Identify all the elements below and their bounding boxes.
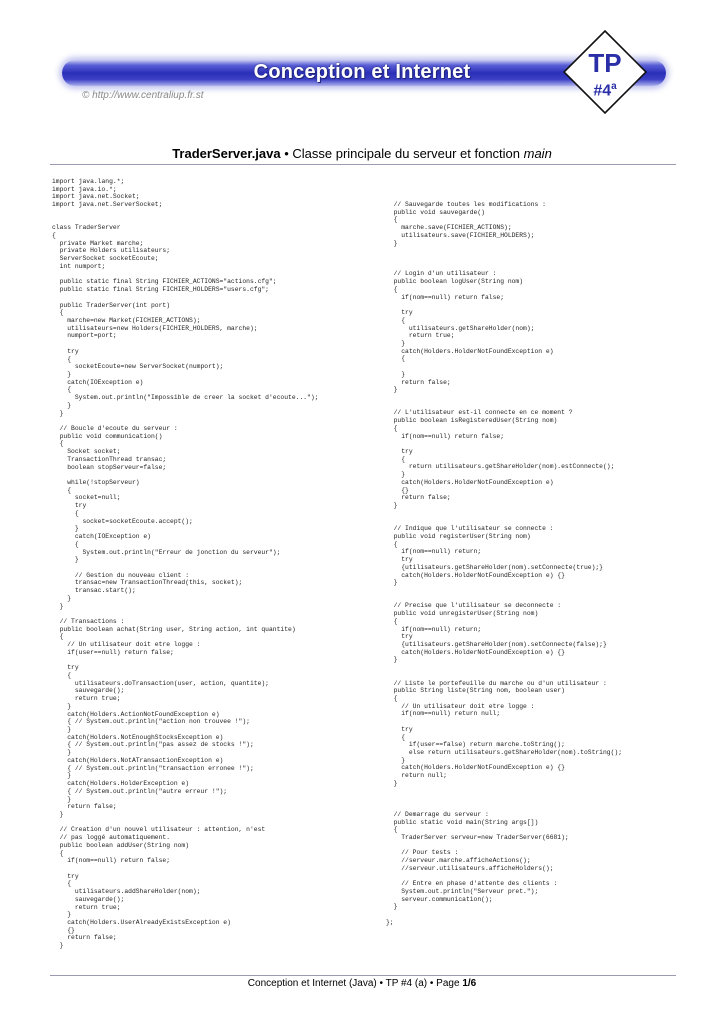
code-line: { xyxy=(52,509,79,517)
code-line: {utilisateurs.getShareHolder(nom).setConnecte(false);} xyxy=(386,640,607,648)
code-line: public void unregisterUser(String nom) xyxy=(386,610,539,618)
footer-page-number: 1/6 xyxy=(462,978,477,989)
code-line: if(nom==null) return false; xyxy=(386,432,505,440)
code-line: { xyxy=(52,672,72,679)
code-line: // Creation d'un nouvel utilisateur : attention, n'est xyxy=(52,826,266,834)
code-line: } xyxy=(386,239,398,247)
code-line: { xyxy=(386,316,406,324)
code-line: // Boucle d'ecoute du serveur : xyxy=(52,425,178,432)
code-line: public static final String FICHIER_ACTIONS="actions.cfg"; xyxy=(52,278,277,286)
code-line: { // System.out.println("pas assez de stocks !"); xyxy=(52,741,254,749)
code-line: utilisateurs.getShareHolder(nom); xyxy=(386,324,535,332)
code-line: { xyxy=(52,309,64,317)
code-line: catch(Holders.ActionNotFoundException e) xyxy=(52,710,220,718)
code-line: return false; xyxy=(52,803,117,811)
code-line: System.out.println("Erreur de jonction du serveur"); xyxy=(52,548,281,556)
code-line: sauvegarde(); xyxy=(52,687,125,695)
code-line: { xyxy=(386,355,406,363)
code-line: import java.lang.*; xyxy=(52,178,125,185)
code-line: { xyxy=(52,486,72,494)
code-line: // Demarrage du serveur : xyxy=(386,810,489,818)
code-line: System.out.println("Impossible de creer la socket d'ecoute..."); xyxy=(52,394,319,402)
code-line: { xyxy=(386,617,398,625)
code-line: } xyxy=(52,810,64,818)
banner-title: Conception et Internet xyxy=(253,61,471,83)
code-line: { xyxy=(386,695,398,702)
code-line: { xyxy=(386,733,406,741)
code-line: catch(Holders.HolderNotFoundException e) {} xyxy=(386,571,565,579)
code-line: try xyxy=(52,347,79,355)
code-line: } xyxy=(52,795,72,803)
code-line: serveur.communication(); xyxy=(386,895,493,903)
code-line: private Holders utilisateurs; xyxy=(52,247,171,255)
code-line: { xyxy=(386,455,406,463)
code-line: catch(Holders.HolderNotFoundException e) {} xyxy=(386,764,565,772)
code-line: }; xyxy=(386,918,394,926)
code-line: socketEcoute=new ServerSocket(numport); xyxy=(52,363,224,371)
code-line: TransactionThread transac; xyxy=(52,455,167,463)
code-line: class TraderServer xyxy=(52,224,121,232)
code-line: marche.save(FICHIER_ACTIONS); xyxy=(386,224,512,232)
code-line: utilisateurs.doTransaction(user, action, quantite); xyxy=(52,679,269,687)
code-line: // Un utilisateur doit etre logge : xyxy=(386,702,535,710)
code-line: socket=socketEcoute.accept(); xyxy=(52,517,193,525)
code-line: utilisateurs.save(FICHIER_HOLDERS); xyxy=(386,231,535,239)
code-line: // Login d'un utilisateur : xyxy=(386,270,497,278)
code-line: catch(Holders.HolderNotFoundException e) {} xyxy=(386,648,565,656)
code-line: { xyxy=(52,540,79,548)
code-line: catch(Holders.HolderNotFoundException e) xyxy=(386,478,554,486)
code-line: { xyxy=(52,386,72,394)
code-line: numport=port; xyxy=(52,332,117,340)
code-line: } xyxy=(52,749,72,757)
code-line: try xyxy=(52,872,79,880)
code-line: try xyxy=(386,725,413,733)
code-line: return utilisateurs.getShareHolder(nom).estConnecte(); xyxy=(386,463,615,471)
code-line: } xyxy=(386,779,398,787)
code-line: public boolean isRegisteredUser(String nom) xyxy=(386,417,558,425)
code-line: public TraderServer(int port) xyxy=(52,301,171,309)
code-line: socket=null; xyxy=(52,494,121,502)
code-line: if(nom==null) return false; xyxy=(52,857,171,865)
code-line: { // System.out.println("autre erreur !"); xyxy=(52,787,228,795)
code-line: import java.net.ServerSocket; xyxy=(52,201,163,209)
code-line: catch(Holders.HolderNotFoundException e) xyxy=(386,347,554,355)
footer-divider xyxy=(50,975,676,976)
code-line: if(nom==null) return; xyxy=(386,548,482,556)
code-line: sauvegarde(); xyxy=(52,895,125,903)
code-line: } xyxy=(386,471,406,479)
footer-text: Conception et Internet (Java) • TP #4 (a) • Page xyxy=(247,978,463,989)
code-line: } xyxy=(52,525,79,533)
code-line: } xyxy=(52,556,79,564)
code-line: import java.net.Socket; xyxy=(52,193,140,201)
code-line: } xyxy=(52,602,64,610)
code-line: public void registerUser(String nom) xyxy=(386,532,531,540)
code-line: { xyxy=(386,216,398,224)
tp-number xyxy=(563,78,647,100)
code-line: } xyxy=(386,370,406,378)
title-main-word: main xyxy=(523,146,552,161)
code-line: { xyxy=(386,424,398,432)
title-separator: • xyxy=(280,146,293,161)
code-line: return null; xyxy=(386,772,447,780)
code-line: if(nom==null) return; xyxy=(386,625,482,633)
code-line: System.out.println("Serveur pret."); xyxy=(386,887,539,895)
code-line: marche=new Market(FICHIER_ACTIONS); xyxy=(52,316,201,324)
code-line: // Transactions : xyxy=(52,617,125,625)
code-line: catch(Holders.NotATransactionException e) xyxy=(52,756,224,764)
code-line: //serveur.utilisateurs.afficheHolders(); xyxy=(386,864,554,872)
code-line: // Gestion du nouveau client : xyxy=(52,571,190,579)
code-line: transac=new TransactionThread(this, socket); xyxy=(52,579,243,587)
code-line: public boolean achat(String user, String action, int quantite) xyxy=(52,625,296,633)
code-line: } xyxy=(52,911,72,919)
code-line: // Liste le portefeuille du marche ou d'un utilisateur : xyxy=(386,679,607,687)
code-line: // Precise que l'utilisateur se deconnecte : xyxy=(386,602,562,610)
code-line: try xyxy=(386,448,413,455)
code-line: {} xyxy=(52,926,75,934)
code-column-right xyxy=(386,201,622,927)
code-line: utilisateurs.addShareHolder(nom); xyxy=(52,888,201,896)
tp-label: TP xyxy=(588,48,622,78)
code-line: public boolean addUser(String nom) xyxy=(52,841,190,849)
code-line: {utilisateurs.getShareHolder(nom).setConnecte(true);} xyxy=(386,563,603,571)
code-line: // L'utilisateur est-il connecte en ce moment ? xyxy=(386,409,573,417)
code-line: boolean stopServeur=false; xyxy=(52,463,167,471)
code-line: } xyxy=(52,409,64,417)
code-line: try xyxy=(386,556,413,564)
code-line: Socket socket; xyxy=(52,448,121,456)
code-line: import java.io.*; xyxy=(52,185,117,193)
code-line: catch(Holders.HolderException e) xyxy=(52,780,190,788)
code-line: // Entre en phase d'attente des clients : xyxy=(386,880,558,888)
code-line: } xyxy=(386,339,406,347)
code-line: else return utilisateurs.getShareHolder(nom).toString(); xyxy=(386,749,623,757)
code-column-left xyxy=(52,178,318,950)
code-line: return true; xyxy=(386,332,455,340)
code-line: } xyxy=(52,401,72,409)
code-line: public static void main(String args[]) xyxy=(386,818,539,826)
code-line: catch(Holders.NotEnoughStocksException e) xyxy=(52,733,224,741)
code-line: { // System.out.println("action non trouvee !"); xyxy=(52,718,250,726)
code-line: //serveur.marche.afficheActions(); xyxy=(386,857,531,865)
code-line: return true; xyxy=(52,903,121,911)
code-line: try xyxy=(52,502,87,510)
code-line: ServerSocket socketEcoute; xyxy=(52,255,159,263)
code-line: { xyxy=(386,285,398,293)
tp-number-value: #4 xyxy=(593,82,612,100)
code-line: { // System.out.println("transaction erronee !"); xyxy=(52,764,254,772)
code-line: try xyxy=(386,633,413,641)
code-line: catch(Holders.UserAlreadyExistsException e) xyxy=(52,919,231,926)
copyright-url: © http://www.centraliup.fr.st xyxy=(82,90,204,101)
code-line: } xyxy=(52,726,72,734)
code-line: if(nom==null) return null; xyxy=(386,710,501,718)
code-line: { xyxy=(52,440,64,448)
code-line: return true; xyxy=(52,695,121,703)
code-line: // Un utilisateur doit etre logge : xyxy=(52,641,201,649)
code-line: try xyxy=(386,309,413,317)
title-description: Classe principale du serveur et fonction xyxy=(292,146,524,161)
code-line: return false; xyxy=(386,378,451,386)
code-line: utilisateurs=new Holders(FICHIER_HOLDERS, marche); xyxy=(52,324,258,332)
code-line: } xyxy=(386,386,398,394)
code-line: transac.start(); xyxy=(52,587,136,595)
code-line: } xyxy=(386,903,398,911)
code-line: } xyxy=(52,594,72,602)
code-line: if(user==false) return marche.toString(); xyxy=(386,741,565,749)
code-line: { xyxy=(386,540,398,548)
tp-number-suffix: a xyxy=(611,81,617,92)
code-line: public static final String FICHIER_HOLDERS="users.cfg"; xyxy=(52,286,269,294)
code-line: return false; xyxy=(52,934,117,942)
code-line: } xyxy=(386,656,398,664)
code-line: public void sauvegarde() xyxy=(386,208,485,216)
code-line: TraderServer serveur=new TraderServer(6681); xyxy=(386,833,569,841)
code-line: public String liste(String nom, boolean user) xyxy=(386,687,565,695)
code-line: return false; xyxy=(386,494,451,502)
code-line: if(user==null) return false; xyxy=(52,648,174,656)
code-line: } xyxy=(386,502,398,510)
code-line: private Market marche; xyxy=(52,239,144,247)
code-line: } xyxy=(52,370,72,378)
code-line: while(!stopServeur) xyxy=(52,479,140,487)
code-line: // pas loggé automatiquement. xyxy=(52,834,171,842)
code-line: { xyxy=(52,849,64,857)
title-filename: TraderServer.java xyxy=(172,146,281,161)
title-divider xyxy=(50,164,676,165)
page-footer xyxy=(0,978,724,989)
code-line: { xyxy=(52,232,56,240)
code-line: } xyxy=(386,756,406,764)
code-line: // Sauvegarde toutes les modifications : xyxy=(386,201,546,208)
code-line: { xyxy=(52,633,64,641)
code-line: {} xyxy=(386,486,409,494)
code-line: catch(IOException e) xyxy=(52,378,144,386)
code-line: int numport; xyxy=(52,262,106,270)
code-line: public void communication() xyxy=(52,432,163,440)
code-line: } xyxy=(52,702,72,710)
code-line: } xyxy=(386,579,398,587)
code-line: catch(IOException e) xyxy=(52,533,151,541)
code-line: // Pour tests : xyxy=(386,849,459,857)
code-line: { xyxy=(52,355,72,363)
code-line: } xyxy=(52,942,64,950)
page-title xyxy=(0,146,724,161)
code-line: { xyxy=(52,880,72,888)
code-line: } xyxy=(52,772,72,780)
code-line: public boolean logUser(String nom) xyxy=(386,278,524,286)
code-line: if(nom==null) return false; xyxy=(386,293,505,301)
code-line: // Indique que l'utilisateur se connecte : xyxy=(386,525,554,533)
code-line: { xyxy=(386,826,398,834)
code-line: try xyxy=(52,664,79,672)
